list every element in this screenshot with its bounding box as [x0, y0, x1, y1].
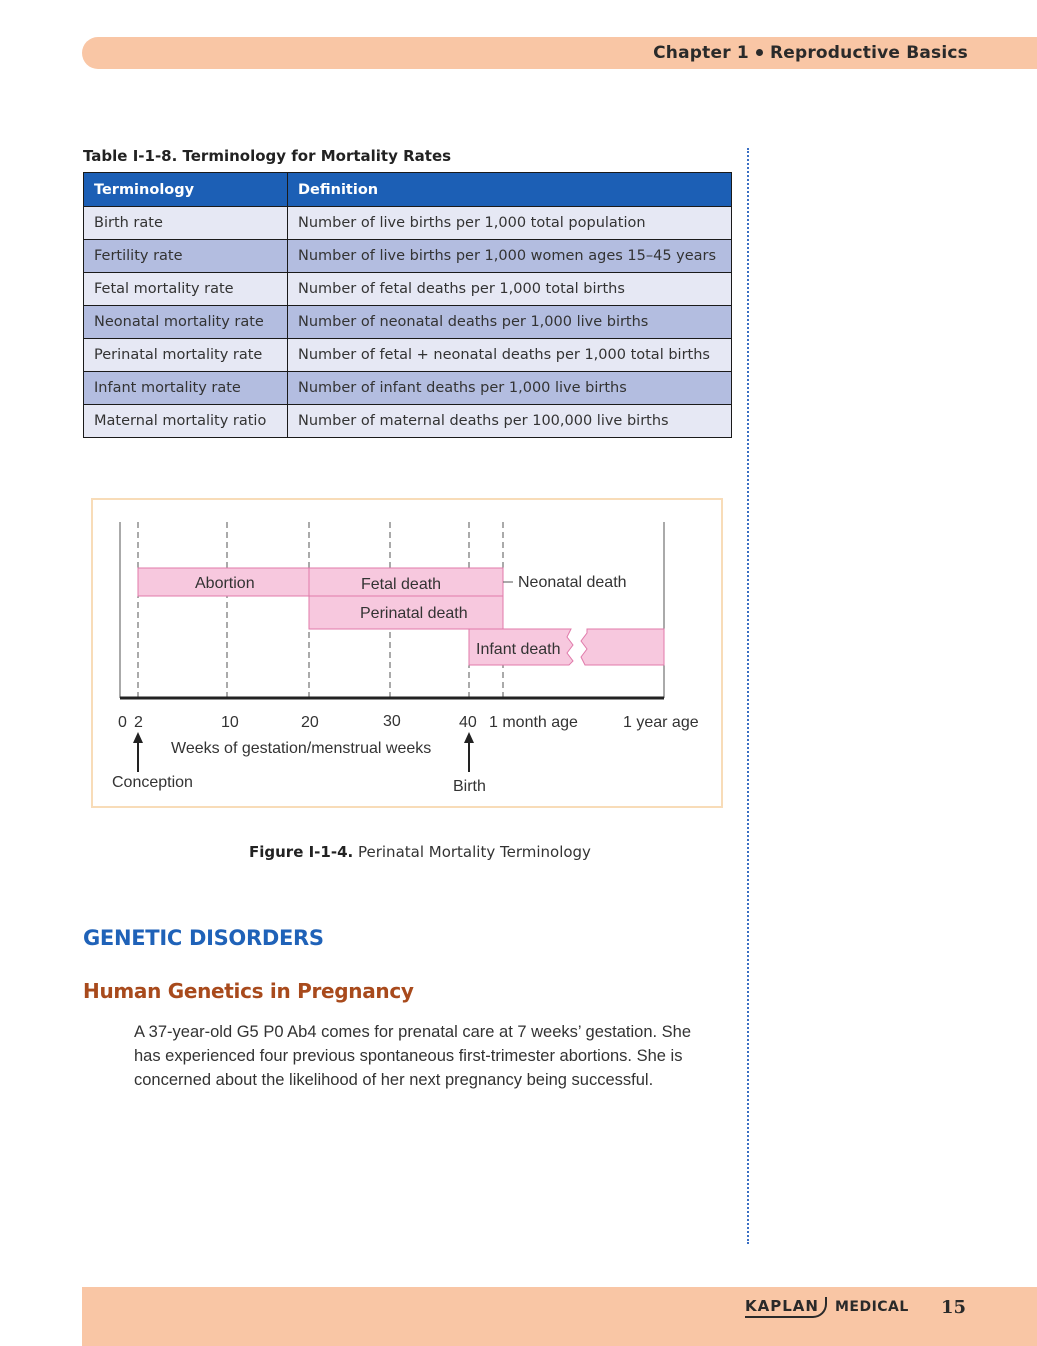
figure-number: Figure I-1-4. [249, 843, 354, 861]
term-cell: Neonatal mortality rate [84, 306, 288, 339]
fetal-death-label: Fetal death [361, 576, 442, 593]
neonatal-death-label: Neonatal death [518, 574, 627, 591]
tick-label: 1 year age [623, 714, 699, 731]
mortality-terminology-table [83, 172, 732, 438]
perinatal-mortality-figure [91, 498, 723, 808]
table-row [84, 405, 732, 438]
tick-label: 1 month age [489, 714, 578, 731]
section-heading: GENETIC DISORDERS [83, 926, 324, 950]
birth-arrowhead-icon [464, 732, 474, 743]
tick-label: 10 [221, 714, 239, 731]
case-vignette: A 37-year-old G5 P0 Ab4 comes for prenatal care at 7 weeks’ gestation. She has experienced four previous spontaneous first-trimester abortions. She is concerned about the likelihood of her next pregnancy being successful. [134, 1023, 692, 1089]
table-header-row [84, 173, 732, 207]
infant-death-label: Infant death [476, 641, 561, 658]
definition-cell: Number of maternal deaths per 100,000 live births [288, 405, 732, 438]
definition-cell: Number of fetal + neonatal deaths per 1,000 total births [288, 339, 732, 372]
subsection-heading: Human Genetics in Pregnancy [83, 979, 414, 1003]
tick-label: 0 [118, 714, 127, 731]
figure-title: Perinatal Mortality Terminology [357, 843, 591, 861]
table-row [84, 240, 732, 273]
table-row [84, 306, 732, 339]
bullet-dot-icon [756, 49, 763, 56]
table-row [84, 372, 732, 405]
term-cell: Fetal mortality rate [84, 273, 288, 306]
footer-bar [82, 1287, 1037, 1346]
perinatal-death-label: Perinatal death [360, 605, 468, 622]
term-cell: Birth rate [84, 207, 288, 240]
kaplan-logo [745, 1297, 909, 1315]
chapter-number: Chapter 1 [653, 43, 749, 63]
definition-cell: Number of fetal deaths per 1,000 total births [288, 273, 732, 306]
tick-label: 40 [459, 714, 477, 731]
figure-caption [249, 843, 591, 861]
abortion-label: Abortion [195, 575, 255, 592]
logo-suffix: MEDICAL [834, 1299, 909, 1315]
axis-label: Weeks of gestation/menstrual weeks [171, 740, 432, 757]
tick-label: 2 [134, 714, 143, 731]
birth-label: Birth [453, 778, 486, 795]
definition-cell: Number of live births per 1,000 total population [288, 207, 732, 240]
infant-death-bar-right [581, 629, 664, 665]
page-number: 15 [941, 1297, 967, 1318]
term-cell: Fertility rate [84, 240, 288, 273]
chapter-title: Reproductive Basics [769, 43, 968, 63]
term-cell: Infant mortality rate [84, 372, 288, 405]
timeline-diagram [93, 500, 725, 810]
logo-brand: KAPLAN [745, 1297, 827, 1318]
tick-label: 30 [383, 713, 401, 730]
term-cell: Maternal mortality ratio [84, 405, 288, 438]
term-cell: Perinatal mortality rate [84, 339, 288, 372]
table-row [84, 273, 732, 306]
column-header: Terminology [84, 173, 288, 207]
tick-label: 20 [301, 714, 319, 731]
definition-cell: Number of neonatal deaths per 1,000 live births [288, 306, 732, 339]
chapter-header [653, 43, 968, 63]
conception-label: Conception [112, 774, 193, 791]
chapter-header-bar [82, 37, 1037, 69]
definition-cell: Number of infant deaths per 1,000 live births [288, 372, 732, 405]
definition-cell: Number of live births per 1,000 women ages 15–45 years [288, 240, 732, 273]
table-row [84, 339, 732, 372]
column-header: Definition [288, 173, 732, 207]
table-row [84, 207, 732, 240]
conception-arrowhead-icon [133, 732, 143, 743]
margin-divider [747, 148, 749, 1244]
table-caption: Table I-1-8. Terminology for Mortality Rates [83, 147, 452, 165]
